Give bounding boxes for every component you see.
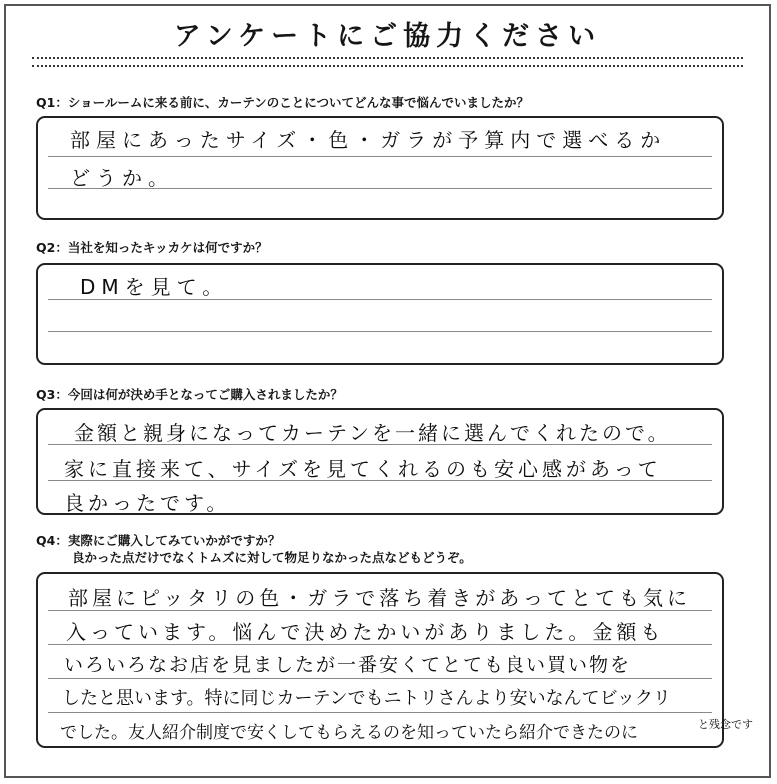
- answer-1-line-2: どうか。: [70, 166, 174, 190]
- answer-1-line-1: 部屋にあったサイズ・色・ガラが予算内で選べるか: [70, 128, 667, 152]
- answer-4-line-3: いろいろなお店を見ましたが一番安くてとても良い買い物を: [64, 654, 632, 676]
- answer-4-line-1: 部屋にピッタリの色・ガラで落ち着きがあってとても気に: [68, 586, 691, 610]
- answer-4-line-4: したと思います。特に同じカーテンでもニトリさんより安いなんてビックリ: [62, 688, 671, 709]
- answer-4-line-2: 入っています。悩んで決めたかいがありました。金額も: [66, 620, 665, 644]
- question-1-label: Q1：ショールームに来る前に、カーテンのことについてどんな事で悩んでいましたか？: [36, 95, 529, 110]
- ruled-line: [48, 331, 712, 332]
- answer-3-line-2: 家に直接来て、サイズを見てくれるのも安心感があって: [64, 457, 662, 481]
- question-4-label: Q4：実際にご購入してみていかがですか？: [36, 533, 281, 548]
- title-divider: [32, 57, 743, 67]
- question-3-label: Q3：今回は何が決め手となってご購入されましたか？: [36, 387, 343, 402]
- answer-box-1: [36, 116, 724, 220]
- answer-2-line-1: DMを見て。: [80, 275, 229, 299]
- answer-3-line-3: 良かったです。: [64, 491, 231, 515]
- answer-3-line-1: 金額と親身になってカーテンを一緒に選んでくれたので。: [74, 421, 671, 445]
- answer-4-line-5: でした。友人紹介制度で安くしてもらえるのを知っていたら紹介できたのに: [60, 723, 638, 743]
- answer-box-4: [36, 572, 724, 748]
- answer-box-3: [36, 408, 724, 515]
- answer-4-margin-note: と残念です: [698, 718, 753, 731]
- question-2-label: Q2：当社を知ったキッカケは何ですか？: [36, 240, 268, 255]
- survey-title: アンケートにご協力ください: [173, 21, 602, 52]
- question-4-sublabel: 良かった点だけでなくトムズに対して物足りなかった点などもどうぞ。: [72, 550, 472, 565]
- survey-sheet: [4, 4, 771, 778]
- ruled-line: [48, 712, 712, 713]
- answer-box-2: [36, 263, 724, 365]
- ruled-line: [48, 156, 712, 157]
- ruled-line: [48, 678, 712, 679]
